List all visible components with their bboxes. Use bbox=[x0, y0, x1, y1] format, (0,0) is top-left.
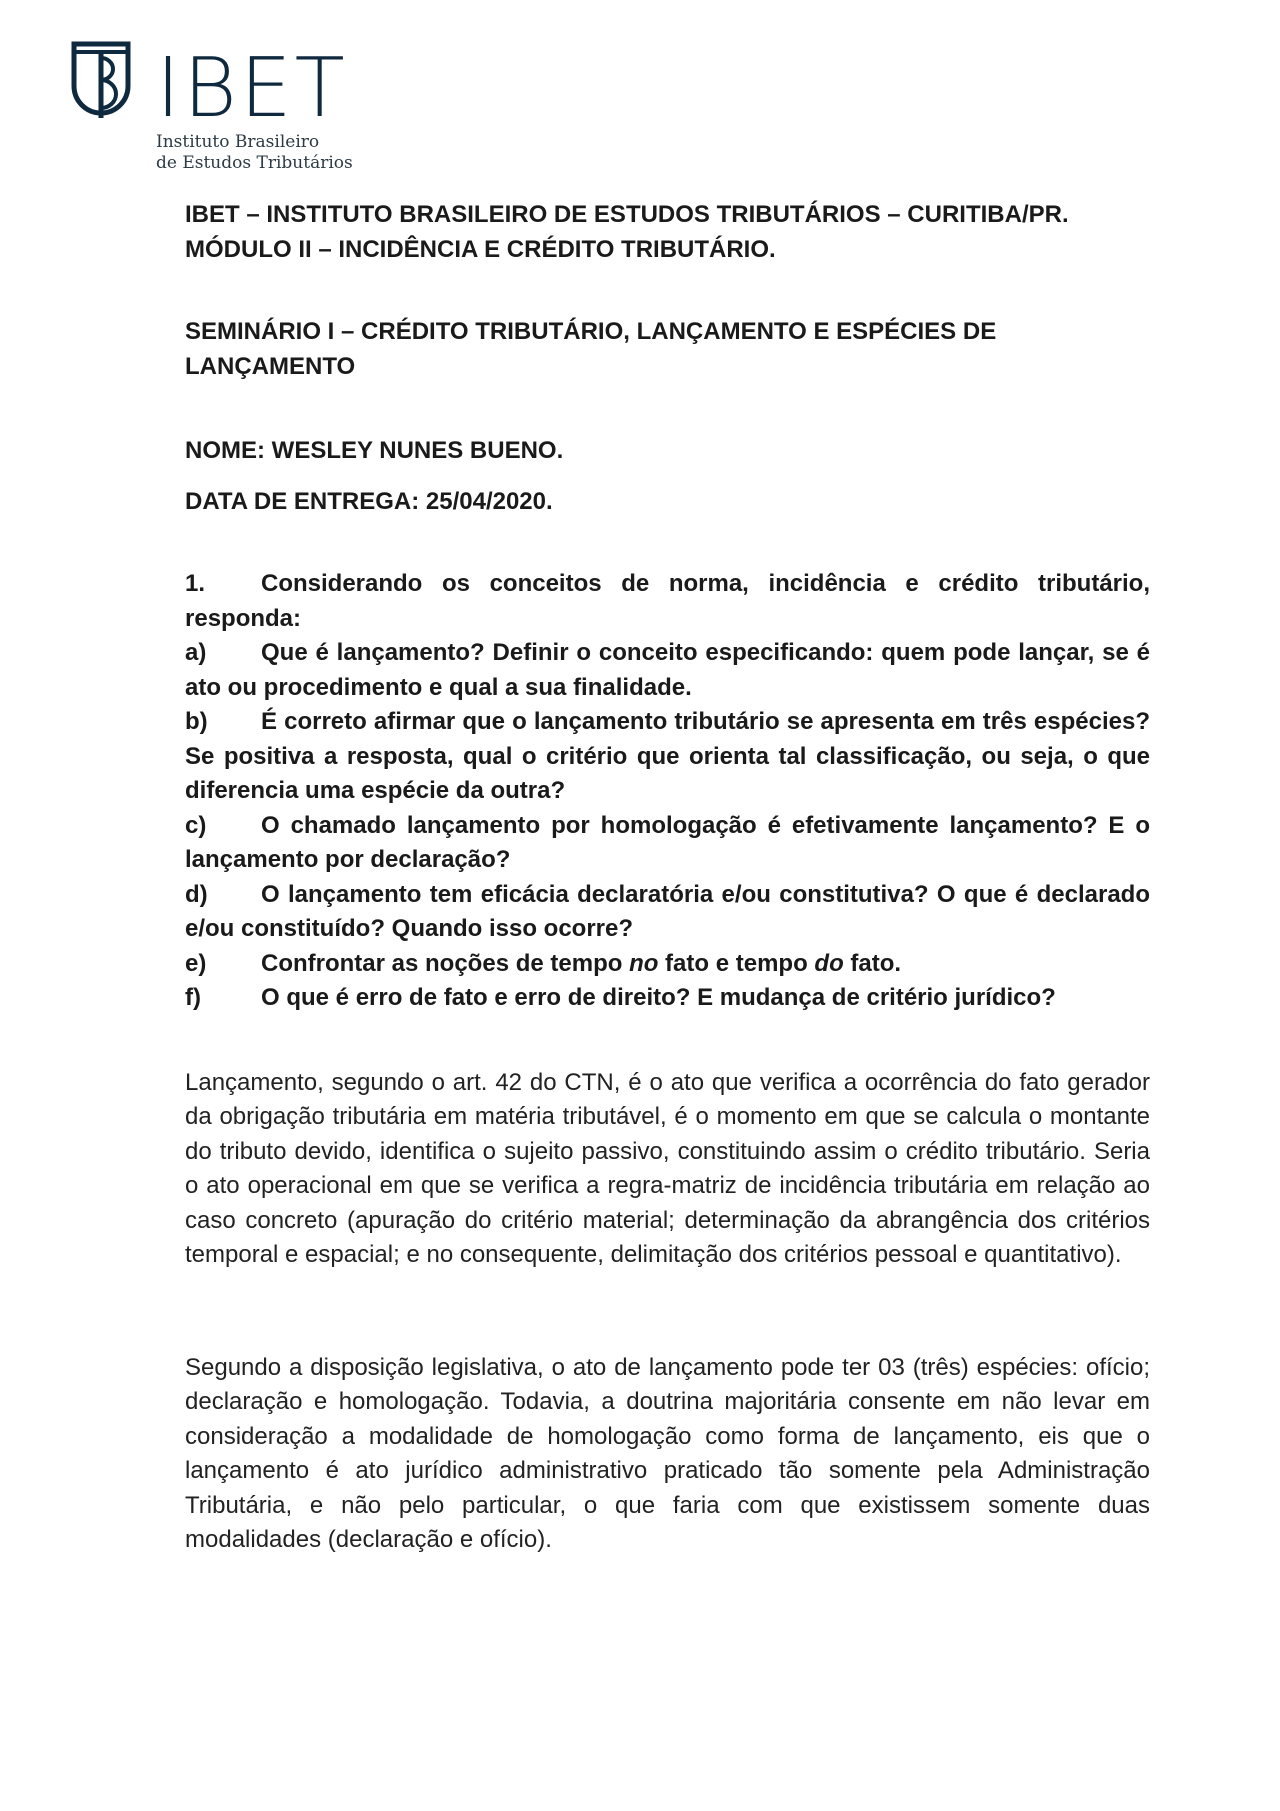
item-text-emphasis: no bbox=[629, 949, 659, 977]
item-text-emphasis: do bbox=[814, 949, 844, 977]
delivery-date: DATA DE ENTREGA: 25/04/2020. bbox=[185, 487, 553, 515]
item-text: Que é lançamento? Definir o conceito especificando: quem pode lançar, se é ato ou procedimento e qual a sua finalidade. bbox=[185, 639, 1150, 701]
item-text: O chamado lançamento por homologação é efetivamente lançamento? E o lançamento por declaração? bbox=[185, 811, 1150, 873]
question-item-e bbox=[185, 947, 1150, 982]
document-body bbox=[185, 198, 1150, 1558]
answer-paragraph-1: Lançamento, segundo o art. 42 do CTN, é o ato que verifica a ocorrência do fato gerador da obrigação tributária em matéria tributável, é o momento em que se calcula o montante do tributo devido, identifica o sujeito passivo, constituindo assim o crédito tributário. Seria o ato operacional em que se verifica a regra-matriz de incidência tributária em relação ao caso concreto (apuração do critério material; determinação da abrangência dos critérios temporal e espacial; e no consequente, delimitação dos critérios pessoal e quantitativo). bbox=[185, 1068, 1150, 1268]
logo-subtitle bbox=[156, 132, 353, 174]
ibet-logo bbox=[70, 40, 390, 175]
item-label: e) bbox=[185, 949, 207, 977]
item-text-part: fato. bbox=[843, 949, 902, 977]
item-label: a) bbox=[185, 639, 207, 666]
document-header bbox=[185, 198, 1150, 267]
item-text: O lançamento tem eficácia declaratória e/ou constitutiva? O que é declarado e/ou constituído? Quando isso ocorre? bbox=[185, 880, 1150, 942]
student-name: NOME: WESLEY NUNES BUENO. bbox=[185, 437, 564, 464]
question-block bbox=[185, 567, 1150, 1016]
question-item-c bbox=[185, 809, 1150, 878]
item-label: f) bbox=[185, 984, 201, 1011]
header-institution: IBET – INSTITUTO BRASILEIRO DE ESTUDOS TRIBUTÁRIOS – CURITIBA/PR. bbox=[185, 201, 1069, 228]
logo-subtitle-line2: de Estudos Tributários bbox=[156, 153, 353, 173]
answer-paragraph-2: Segundo a disposição legislativa, o ato de lançamento pode ter 03 (três) espécies: ofício; declaração e homologação. Todavia, a doutrina majoritária consente em não levar em consideração a modalidade de homologação como forma de lançamento, eis que o lançamento é ato jurídico administrativo praticado tão somente pela Administração Tributária, e não pelo particular, o que faria com que existissem somente duas modalidades (declaração e ofício). bbox=[185, 1353, 1150, 1553]
item-text-part: Confrontar as noções de tempo bbox=[261, 949, 630, 977]
question-item-f bbox=[185, 981, 1150, 1016]
question-number: 1. bbox=[185, 570, 206, 597]
question-intro-text: Considerando os conceitos de norma, incidência e crédito tributário, responda: bbox=[185, 570, 1150, 632]
logo-subtitle-line1: Instituto Brasileiro bbox=[156, 132, 320, 152]
student-meta bbox=[185, 434, 1150, 519]
logo-wordmark: IBET bbox=[156, 41, 348, 136]
item-label: b) bbox=[185, 708, 208, 735]
question-item-d bbox=[185, 878, 1150, 947]
question-item-b bbox=[185, 705, 1150, 809]
header-module: MÓDULO II – INCIDÊNCIA E CRÉDITO TRIBUTÁRIO. bbox=[185, 235, 776, 263]
item-text-part: fato e tempo bbox=[658, 949, 815, 977]
ibet-shield-icon bbox=[70, 40, 132, 126]
item-text: É correto afirmar que o lançamento tributário se apresenta em três espécies? Se positiva a resposta, qual o critério que orienta tal classificação, ou seja, o que diferencia uma espécie da outra? bbox=[185, 708, 1150, 804]
seminar-block bbox=[185, 315, 1150, 384]
question-intro bbox=[185, 567, 1150, 636]
question-item-a bbox=[185, 636, 1150, 705]
item-text: O que é erro de fato e erro de direito? E mudança de critério jurídico? bbox=[261, 984, 1056, 1011]
item-label: c) bbox=[185, 811, 207, 839]
seminar-title: SEMINÁRIO I – CRÉDITO TRIBUTÁRIO, LANÇAMENTO E ESPÉCIES DE LANÇAMENTO bbox=[185, 318, 997, 380]
item-label: d) bbox=[185, 880, 208, 908]
